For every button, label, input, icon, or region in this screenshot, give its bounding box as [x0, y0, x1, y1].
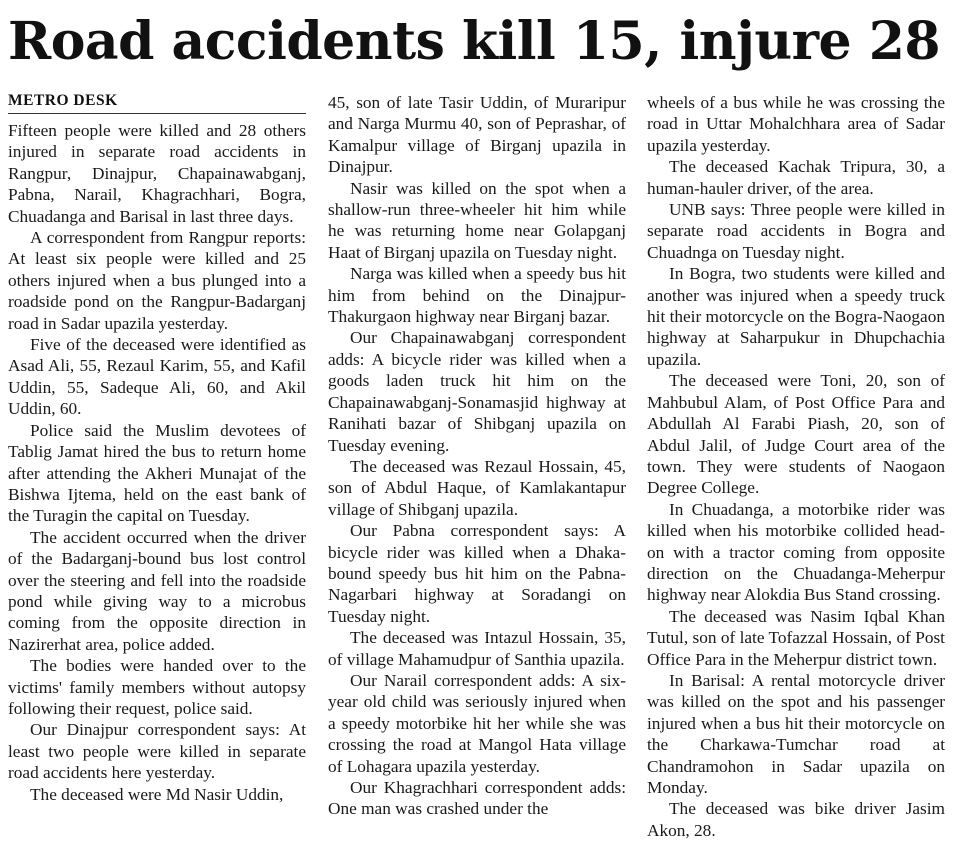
paragraph: Police said the Muslim devotees of Tablig Jamat hired the bus to return home after attending the Akheri Munajat of the Bishwa Ijtema, held on the east bank of the Turagin the capital on Tuesday. — [8, 420, 306, 526]
paragraph: The deceased was bike driver Jasim Akon, 28. — [647, 799, 945, 840]
paragraph: Our Chapainawabganj correspondent adds: A bicycle rider was killed when a goods laden truck hit him on the Chapainawabganj-Sonamasjid highway at Ranihati bazar of Shibganj upazila on Tuesday evening. — [328, 328, 626, 455]
article-column-1 — [8, 92, 306, 805]
paragraph: 45, son of late Tasir Uddin, of Muraripur and Narga Murmu 40, son of Peprashar, of Kamalpur village of Birganj upazila in Dinajpur. — [328, 93, 626, 177]
paragraph: UNB says: Three people were killed in separate road accidents in Bogra and Chuadnga on Tuesday night. — [647, 200, 945, 262]
paragraph: wheels of a bus while he was crossing the road in Uttar Mohalchhara area of Sadar upazila yesterday. — [647, 93, 945, 155]
paragraph: Narga was killed when a speedy bus hit him from behind on the Dinajpur-Thakurgaon highway near Birganj bazar. — [328, 264, 626, 327]
paragraph: The accident occurred when the driver of the Badarganj-bound bus lost control over the steering and fell into the roadside pond while giving way to a microbus coming from the opposite direction in Nazirerhat area, police added. — [8, 527, 306, 654]
paragraph: The bodies were handed over to the victims' family members without autopsy following their request, police said. — [8, 656, 306, 718]
byline: METRO DESK — [8, 92, 306, 114]
paragraph: The deceased were Toni, 20, son of Mahbubul Alam, of Post Office Para and Abdullah Al Farabi Piash, 20, son of Abdul Jalil, of Judge Court area of the town. They were students of Naogaon Degree College. — [647, 371, 945, 498]
paragraph: A correspondent from Rangpur reports: At least six people were killed and 25 others injured when a bus plunged into a roadside pond on the Rangpur-Badarganj road in Sadar upazila yesterday. — [8, 228, 306, 333]
paragraph: In Barisal: A rental motorcycle driver was killed on the spot and his passenger injured when a bus hit their motorcycle on the Charkawa-Tumchar road at Chandramohon in Sadar upazila on Monday. — [647, 670, 945, 797]
paragraph: The deceased was Nasim Iqbal Khan Tutul, son of late Tofazzal Hossain, of Post Office Para in the Meherpur district town. — [647, 606, 945, 669]
paragraph: The deceased was Rezaul Hossain, 45, son of Abdul Haque, of Kamlakantapur village of Shibganj upazila. — [328, 456, 626, 519]
headline: Road accidents kill 15, injure 28 — [8, 11, 941, 72]
paragraph: Five of the deceased were identified as Asad Ali, 55, Rezaul Karim, 55, and Kafil Uddin, 55, Sadeque Ali, 60, and Akil Uddin, 60. — [8, 335, 306, 419]
paragraph: The deceased Kachak Tripura, 30, a human-hauler driver, of the area. — [647, 157, 945, 198]
paragraph: The deceased was Intazul Hossain, 35, of village Mahamudpur of Santhia upazila. — [328, 628, 626, 669]
paragraph: Our Dinajpur correspondent says: At least two people were killed in separate road accidents here yesterday. — [8, 720, 306, 783]
paragraph: Our Pabna correspondent says: A bicycle rider was killed when a Dhaka-bound speedy bus hit him on the Pabna-Nagarbari highway at Soradangi on Tuesday night. — [328, 521, 626, 626]
paragraph: Our Khagrachhari correspondent adds: One man was crashed under the — [328, 778, 626, 819]
paragraph: The deceased were Md Nasir Uddin, — [30, 784, 284, 804]
paragraph: In Chuadanga, a motorbike rider was killed when his motorbike collided head-on with a tractor coming from opposite direction on the Chuadanga-Meherpur highway near Alokdia Bus Stand crossing. — [647, 499, 945, 605]
paragraph: In Bogra, two students were killed and another was injured when a speedy truck hit their motorcycle on the Bogra-Naogaon highway at Saharpukur in Dhupchachia upazila. — [647, 264, 946, 369]
paragraph: Nasir was killed on the spot when a shallow-run three-wheeler hit him while he was returning home near Golapganj Haat of Birganj upazila on Tuesday night. — [328, 178, 626, 262]
paragraph: Our Narail correspondent adds: A six-year old child was seriously injured when a speedy motorbike hit her while she was crossing the road at Mangol Hata village of Lohagara upazila yesterday. — [328, 670, 626, 776]
article-column-3 — [647, 92, 945, 841]
paragraph: Fifteen people were killed and 28 others injured in separate road accidents in Rangpur, Dinajpur, Chapainawabganj, Pabna, Narail, Khagrachhari, Bogra, Chuadanga and Barisal in last three days. — [8, 121, 306, 226]
article-column-2 — [328, 92, 626, 820]
